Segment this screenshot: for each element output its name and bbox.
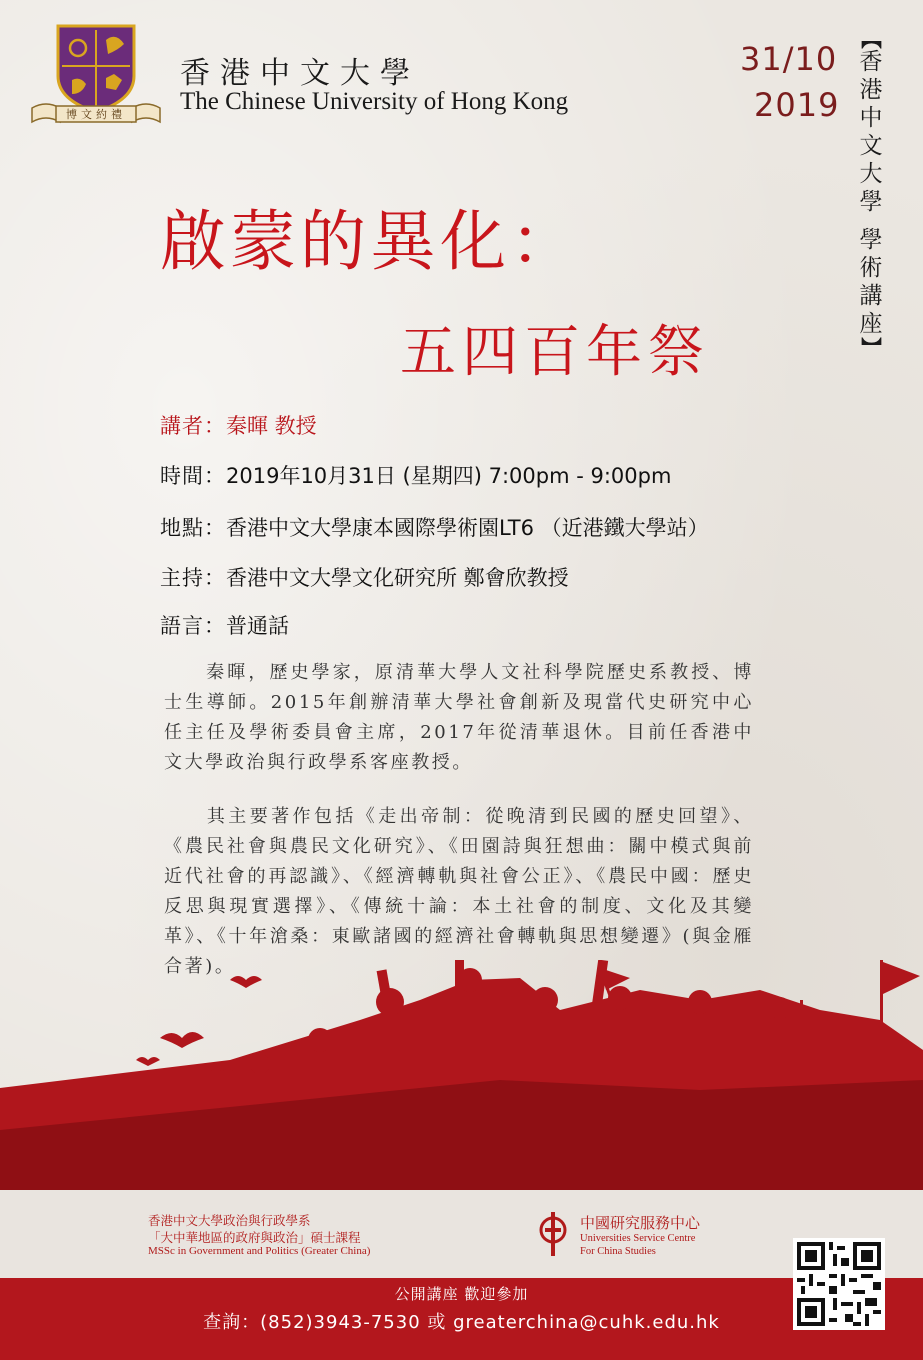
time-label: 時間： [160, 464, 226, 488]
usc-logo-icon [537, 1210, 569, 1258]
programme-name-cn: 「大中華地區的政府與政治」碩士課程 [148, 1230, 361, 1245]
time-value: 2019年10月31日 (星期四) 7:00pm - 9:00pm [226, 464, 672, 488]
contact-info: 查詢：(852)3943-7530 或 greaterchina@cuhk.edu.hk [203, 1312, 720, 1333]
lecture-subtitle: 五四百年祭 [400, 320, 710, 385]
event-date-day: 31/10 [740, 40, 838, 78]
university-name-en: The Chinese University of Hong Kong [180, 88, 569, 115]
speaker-value: 秦暉 教授 [226, 414, 317, 438]
venue-value: 香港中文大學康本國際學術園LT6 （近港鐵大學站） [226, 516, 709, 540]
public-lecture-notice: 公開講座 歡迎參加 [394, 1285, 529, 1303]
series-char: 學 [859, 189, 883, 215]
lecture-series-label [853, 30, 889, 356]
series-char: 文 [859, 133, 883, 159]
lecture-title: 啟蒙的異化： [160, 203, 580, 280]
series-char: 術 [859, 255, 883, 281]
event-date-year: 2019 [754, 86, 840, 124]
university-name-cn: 香港中文大學 [180, 56, 420, 91]
speaker-works: 其主要著作包括《走出帝制：從晚清到民國的歷史回望》、《農民社會與農民文化研究》、《田園詩與狂想曲：關中模式與前近代社會的再認識》、《經濟轉軌與社會公正》、《農民中國：歷史反思與現實選擇》、《傳統十論：本土社會的制度、文化及其變革》、《十年滄桑：東歐諸國的經濟社會轉軌與思想變遷》(與金雁合著)。 [164, 806, 754, 977]
bracket-close-icon: 】 [859, 337, 883, 357]
usc-name-en-line1: Universities Service Centre [580, 1233, 696, 1244]
language-row [160, 610, 289, 640]
language-value: 普通話 [226, 614, 289, 638]
cuhk-logo [26, 20, 166, 128]
protest-crowd-illustration [0, 960, 923, 1190]
language-label: 語言： [160, 614, 226, 638]
series-char: 大 [859, 161, 883, 187]
bracket-open-icon: 【 [859, 29, 883, 49]
speaker-row [160, 410, 317, 440]
host-value: 香港中文大學文化研究所 鄭會欣教授 [226, 566, 569, 590]
speaker-bio: 秦暉，歷史學家，原清華大學人文社科學院歷史系教授、博士生導師。2015年創辦清華大學社會創新及現當代史研究中心任主任及學術委員會主席，2017年從清華退休。目前任香港中文大學政治與行政學系客座教授。 [164, 662, 754, 773]
logo-motto: 博文約禮 [66, 108, 126, 121]
series-char: 港 [859, 77, 883, 103]
qr-code-icon [793, 1238, 885, 1330]
series-char: 中 [859, 105, 883, 131]
usc-name-en-line2: For China Studies [580, 1246, 656, 1257]
series-char: 講 [859, 283, 883, 309]
host-row [160, 562, 569, 592]
programme-name-en: MSSc in Government and Politics (Greater China) [148, 1245, 371, 1257]
series-char: 座 [859, 311, 883, 337]
usc-name-cn: 中國研究服務中心 [580, 1214, 701, 1232]
series-char: 香 [859, 49, 883, 75]
host-label: 主持： [160, 566, 226, 590]
venue-label: 地點： [160, 516, 226, 540]
department-name-cn: 香港中文大學政治與行政學系 [148, 1213, 311, 1228]
time-row [160, 460, 671, 490]
venue-row [160, 512, 709, 542]
series-char: 學 [859, 227, 883, 253]
speaker-label: 講者： [160, 414, 226, 438]
footer-sponsors-band [0, 1190, 923, 1278]
